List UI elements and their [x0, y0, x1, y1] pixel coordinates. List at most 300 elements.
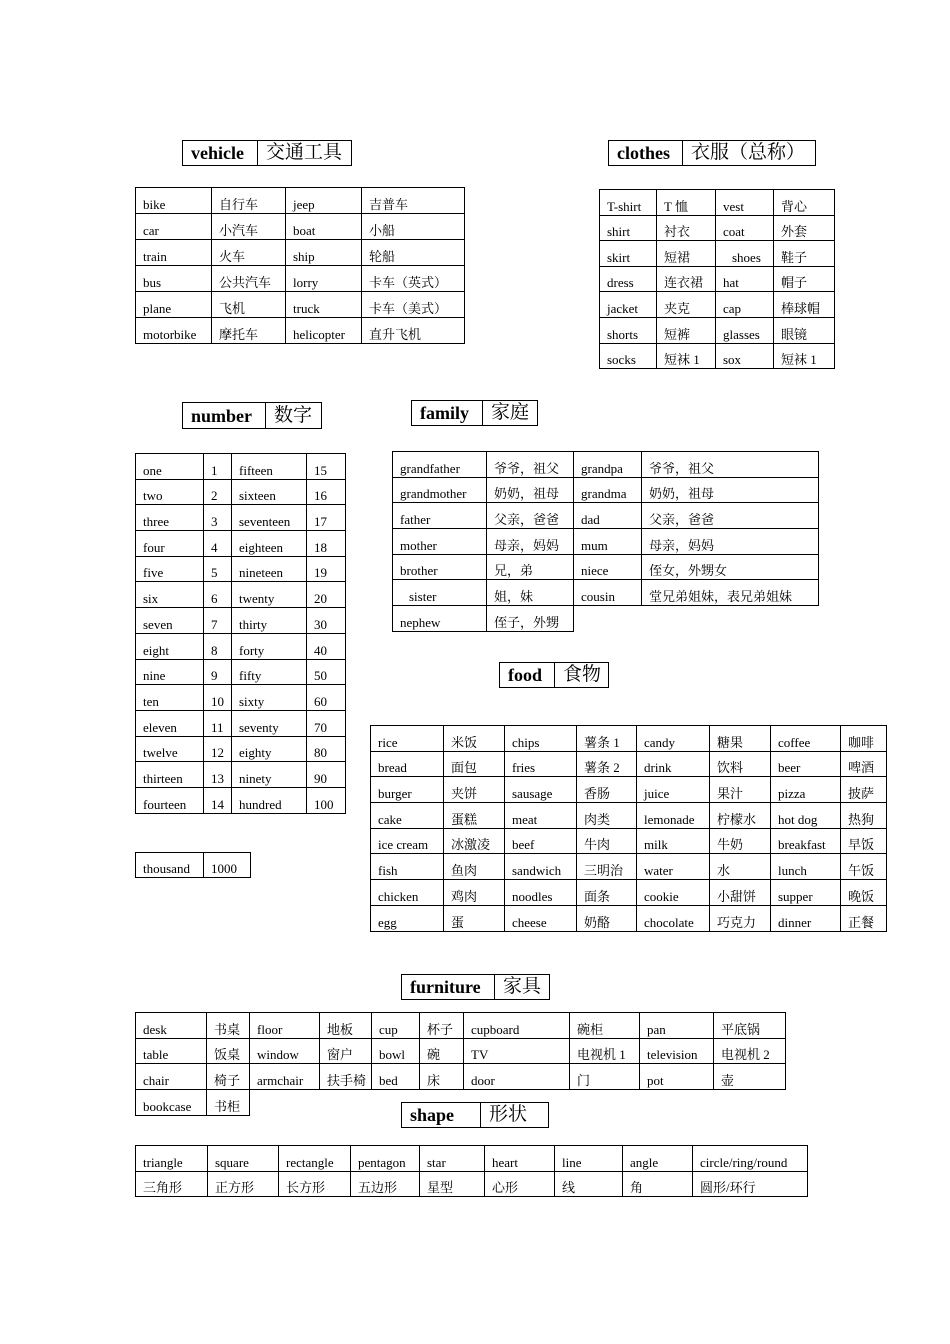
- food-cell: meat: [505, 803, 577, 829]
- clothes-cell: cap: [716, 292, 774, 318]
- number-row: [136, 710, 346, 736]
- family-cell: mother: [393, 529, 487, 555]
- clothes-cell: shoes: [716, 241, 774, 267]
- food-cell: ice cream: [371, 828, 444, 854]
- food-title-zh: 食物: [563, 664, 602, 685]
- number-cell: 30: [307, 608, 346, 634]
- food-cell: bread: [371, 751, 444, 777]
- vehicle-row: [136, 240, 465, 266]
- family-cell: 爷爷，祖父: [487, 452, 574, 478]
- food-cell: 面包: [444, 751, 505, 777]
- clothes-cell: 帽子: [774, 266, 835, 292]
- number-cell: 20: [307, 582, 346, 608]
- food-cell: 小甜饼: [710, 880, 771, 906]
- furniture-cell: 平底锅: [714, 1013, 786, 1039]
- number-row: [136, 685, 346, 711]
- family-row: [393, 477, 819, 503]
- clothes-cell: vest: [716, 190, 774, 216]
- number-cell: twelve: [136, 736, 204, 762]
- furniture-title: [401, 974, 550, 1000]
- furniture-cell: pot: [640, 1064, 714, 1090]
- food-cell: fish: [371, 854, 444, 880]
- shape-row: [136, 1146, 808, 1172]
- family-cell: brother: [393, 554, 487, 580]
- clothes-row: [600, 190, 835, 216]
- food-cell: chocolate: [637, 905, 710, 931]
- food-cell: 巧克力: [710, 905, 771, 931]
- food-cell: 鱼肉: [444, 854, 505, 880]
- number-cell: 15: [307, 454, 346, 480]
- food-cell: beef: [505, 828, 577, 854]
- family-cell: 母亲，妈妈: [487, 529, 574, 555]
- vehicle-title-zh: 交通工具: [266, 142, 343, 163]
- vehicle-cell: 小船: [362, 214, 465, 240]
- number-cell: two: [136, 479, 204, 505]
- clothes-cell: 短袜 1: [657, 343, 716, 369]
- family-cell: father: [393, 503, 487, 529]
- vehicle-cell: 摩托车: [212, 318, 286, 344]
- food-row: [371, 726, 887, 752]
- food-cell: 蛋糕: [444, 803, 505, 829]
- furniture-cell: table: [136, 1038, 207, 1064]
- furniture-cell: 窗户: [320, 1038, 372, 1064]
- vehicle-cell: lorry: [286, 266, 362, 292]
- clothes-row: [600, 343, 835, 369]
- family-cell: 堂兄弟姐妹，表兄弟姐妹: [642, 580, 819, 606]
- furniture-cell: 碗柜: [570, 1013, 640, 1039]
- shape-table: [135, 1145, 808, 1197]
- food-cell: noodles: [505, 880, 577, 906]
- food-cell: dinner: [771, 905, 841, 931]
- clothes-cell: jacket: [600, 292, 657, 318]
- furniture-cell: door: [464, 1064, 570, 1090]
- vehicle-title: [182, 140, 352, 166]
- furniture-cell: 碗: [420, 1038, 464, 1064]
- food-cell: hot dog: [771, 803, 841, 829]
- furniture-cell: 书桌: [207, 1013, 250, 1039]
- number-row: [136, 762, 346, 788]
- number-cell: 17: [307, 505, 346, 531]
- number-cell: three: [136, 505, 204, 531]
- shape-cell: 星型: [420, 1171, 485, 1197]
- food-cell: egg: [371, 905, 444, 931]
- furniture-cell: 扶手椅: [320, 1064, 372, 1090]
- number-cell: four: [136, 531, 204, 557]
- vehicle-cell: boat: [286, 214, 362, 240]
- furniture-row: [136, 1064, 786, 1090]
- vehicle-row: [136, 266, 465, 292]
- vehicle-cell: helicopter: [286, 318, 362, 344]
- number-cell: 1: [204, 454, 232, 480]
- furniture-cell: 地板: [320, 1013, 372, 1039]
- shape-cell: star: [420, 1146, 485, 1172]
- number-cell: 9: [204, 659, 232, 685]
- number-row: [136, 736, 346, 762]
- food-cell: burger: [371, 777, 444, 803]
- furniture-cell: 电视机 2: [714, 1038, 786, 1064]
- shape-cell: 正方形: [208, 1171, 279, 1197]
- clothes-cell: 棒球帽: [774, 292, 835, 318]
- number-row: [136, 454, 346, 480]
- food-title-en: food: [500, 663, 555, 688]
- family-cell: 奶奶，祖母: [642, 477, 819, 503]
- vehicle-cell: 公共汽车: [212, 266, 286, 292]
- number-row: [136, 479, 346, 505]
- food-cell: 披萨: [841, 777, 887, 803]
- furniture-cell: cup: [372, 1013, 420, 1039]
- vehicle-cell: 吉普车: [362, 188, 465, 214]
- food-cell: drink: [637, 751, 710, 777]
- number-cell: nine: [136, 659, 204, 685]
- furniture-cell: 饭桌: [207, 1038, 250, 1064]
- family-row: [393, 503, 819, 529]
- furniture-cell: floor: [250, 1013, 320, 1039]
- food-row: [371, 880, 887, 906]
- number-cell: eight: [136, 633, 204, 659]
- food-cell: 柠檬水: [710, 803, 771, 829]
- clothes-cell: 连衣裙: [657, 266, 716, 292]
- number-cell: 18: [307, 531, 346, 557]
- food-cell: sandwich: [505, 854, 577, 880]
- clothes-cell: 外套: [774, 215, 835, 241]
- vehicle-row: [136, 188, 465, 214]
- furniture-table: [135, 1012, 786, 1116]
- number-cell: twenty: [232, 582, 307, 608]
- food-cell: 啤酒: [841, 751, 887, 777]
- food-cell: cookie: [637, 880, 710, 906]
- family-cell: 爷爷，祖父: [642, 452, 819, 478]
- number-cell: 60: [307, 685, 346, 711]
- food-cell: 牛奶: [710, 828, 771, 854]
- food-cell: 早饭: [841, 828, 887, 854]
- food-cell: 三明治: [577, 854, 637, 880]
- thousand-cell: 1000: [204, 853, 251, 878]
- furniture-cell: chair: [136, 1064, 207, 1090]
- number-cell: hundred: [232, 787, 307, 813]
- family-cell: cousin: [574, 580, 642, 606]
- family-cell: 姐，妹: [487, 580, 574, 606]
- food-cell: lunch: [771, 854, 841, 880]
- clothes-cell: sox: [716, 343, 774, 369]
- vehicle-cell: bus: [136, 266, 212, 292]
- furniture-title-en: furniture: [402, 975, 495, 1000]
- shape-title-zh: 形状: [489, 1104, 528, 1125]
- number-row: [136, 787, 346, 813]
- number-cell: thirty: [232, 608, 307, 634]
- vehicle-cell: 直升飞机: [362, 318, 465, 344]
- clothes-table: [599, 189, 835, 369]
- clothes-cell: T 恤: [657, 190, 716, 216]
- number-cell: 50: [307, 659, 346, 685]
- number-cell: 19: [307, 556, 346, 582]
- vehicle-cell: truck: [286, 292, 362, 318]
- shape-cell: 角: [623, 1171, 693, 1197]
- food-cell: 冰激凌: [444, 828, 505, 854]
- food-cell: 午饭: [841, 854, 887, 880]
- food-cell: 果汁: [710, 777, 771, 803]
- number-title: [182, 402, 322, 429]
- number-row: [136, 531, 346, 557]
- clothes-cell: 夹克: [657, 292, 716, 318]
- number-cell: 16: [307, 479, 346, 505]
- food-cell: chicken: [371, 880, 444, 906]
- vehicle-cell: 飞机: [212, 292, 286, 318]
- clothes-title: [608, 140, 816, 166]
- thousand-row: [136, 853, 251, 878]
- shape-cell: 圆形/环行: [693, 1171, 808, 1197]
- thousand-cell: thousand: [136, 853, 204, 878]
- number-cell: seventeen: [232, 505, 307, 531]
- family-cell: grandma: [574, 477, 642, 503]
- number-cell: eleven: [136, 710, 204, 736]
- furniture-row: [136, 1038, 786, 1064]
- family-cell: grandfather: [393, 452, 487, 478]
- clothes-cell: shorts: [600, 317, 657, 343]
- clothes-cell: skirt: [600, 241, 657, 267]
- food-cell: candy: [637, 726, 710, 752]
- clothes-row: [600, 317, 835, 343]
- furniture-cell: window: [250, 1038, 320, 1064]
- family-cell: dad: [574, 503, 642, 529]
- number-cell: eighty: [232, 736, 307, 762]
- food-cell: 米饭: [444, 726, 505, 752]
- food-cell: 香肠: [577, 777, 637, 803]
- shape-cell: rectangle: [279, 1146, 351, 1172]
- family-row: [393, 554, 819, 580]
- clothes-row: [600, 241, 835, 267]
- clothes-cell: hat: [716, 266, 774, 292]
- number-cell: 14: [204, 787, 232, 813]
- furniture-cell: bed: [372, 1064, 420, 1090]
- food-cell: 蛋: [444, 905, 505, 931]
- family-cell: 侄子，外甥: [487, 606, 574, 632]
- shape-cell: 长方形: [279, 1171, 351, 1197]
- food-cell: sausage: [505, 777, 577, 803]
- food-cell: 咖啡: [841, 726, 887, 752]
- number-cell: 4: [204, 531, 232, 557]
- shape-cell: heart: [485, 1146, 555, 1172]
- family-row: [393, 580, 819, 606]
- vehicle-cell: motorbike: [136, 318, 212, 344]
- number-cell: seven: [136, 608, 204, 634]
- family-cell: 奶奶，祖母: [487, 477, 574, 503]
- vehicle-cell: plane: [136, 292, 212, 318]
- vehicle-cell: 火车: [212, 240, 286, 266]
- vehicle-row: [136, 214, 465, 240]
- food-row: [371, 777, 887, 803]
- number-cell: 40: [307, 633, 346, 659]
- shape-row: [136, 1171, 808, 1197]
- clothes-cell: 眼镜: [774, 317, 835, 343]
- clothes-title-en: clothes: [609, 141, 683, 166]
- family-title: [411, 400, 538, 426]
- food-cell: water: [637, 854, 710, 880]
- food-row: [371, 751, 887, 777]
- food-cell: 肉类: [577, 803, 637, 829]
- clothes-row: [600, 215, 835, 241]
- food-cell: 面条: [577, 880, 637, 906]
- thousand-table: [135, 852, 251, 878]
- food-cell: 糖果: [710, 726, 771, 752]
- family-cell: mum: [574, 529, 642, 555]
- number-cell: nineteen: [232, 556, 307, 582]
- vehicle-cell: bike: [136, 188, 212, 214]
- clothes-row: [600, 266, 835, 292]
- clothes-cell: shirt: [600, 215, 657, 241]
- number-cell: sixty: [232, 685, 307, 711]
- shape-cell: circle/ring/round: [693, 1146, 808, 1172]
- food-cell: breakfast: [771, 828, 841, 854]
- number-cell: 70: [307, 710, 346, 736]
- family-cell: 兄，弟: [487, 554, 574, 580]
- number-cell: 11: [204, 710, 232, 736]
- food-cell: cake: [371, 803, 444, 829]
- food-cell: 夹饼: [444, 777, 505, 803]
- food-cell: cheese: [505, 905, 577, 931]
- number-cell: six: [136, 582, 204, 608]
- number-row: [136, 582, 346, 608]
- clothes-cell: 衬衣: [657, 215, 716, 241]
- furniture-row: [136, 1090, 786, 1116]
- furniture-cell: 书柜: [207, 1090, 250, 1116]
- food-cell: 晚饭: [841, 880, 887, 906]
- vehicle-table: [135, 187, 465, 344]
- food-cell: 正餐: [841, 905, 887, 931]
- family-table: [392, 451, 819, 632]
- number-cell: 100: [307, 787, 346, 813]
- number-cell: fifty: [232, 659, 307, 685]
- furniture-cell: 门: [570, 1064, 640, 1090]
- number-cell: 10: [204, 685, 232, 711]
- number-cell: 5: [204, 556, 232, 582]
- number-cell: seventy: [232, 710, 307, 736]
- family-cell: grandmother: [393, 477, 487, 503]
- number-cell: ten: [136, 685, 204, 711]
- number-cell: one: [136, 454, 204, 480]
- food-row: [371, 828, 887, 854]
- number-row: [136, 608, 346, 634]
- furniture-cell: 床: [420, 1064, 464, 1090]
- number-row: [136, 659, 346, 685]
- shape-cell: 三角形: [136, 1171, 208, 1197]
- shape-cell: angle: [623, 1146, 693, 1172]
- number-cell: 13: [204, 762, 232, 788]
- shape-cell: line: [555, 1146, 623, 1172]
- number-cell: 2: [204, 479, 232, 505]
- number-cell: 3: [204, 505, 232, 531]
- number-cell: fourteen: [136, 787, 204, 813]
- vehicle-cell: 自行车: [212, 188, 286, 214]
- clothes-cell: 鞋子: [774, 241, 835, 267]
- vehicle-cell: 卡车（英式）: [362, 266, 465, 292]
- food-cell: 水: [710, 854, 771, 880]
- clothes-cell: 短裤: [657, 317, 716, 343]
- furniture-cell: TV: [464, 1038, 570, 1064]
- number-cell: five: [136, 556, 204, 582]
- number-title-zh: 数字: [274, 404, 313, 426]
- food-cell: pizza: [771, 777, 841, 803]
- number-row: [136, 505, 346, 531]
- food-cell: juice: [637, 777, 710, 803]
- food-cell: 牛肉: [577, 828, 637, 854]
- food-row: [371, 854, 887, 880]
- family-row: [393, 529, 819, 555]
- furniture-cell: bowl: [372, 1038, 420, 1064]
- number-cell: forty: [232, 633, 307, 659]
- number-cell: 6: [204, 582, 232, 608]
- family-row: [393, 452, 819, 478]
- shape-title-en: shape: [402, 1103, 481, 1128]
- number-cell: ninety: [232, 762, 307, 788]
- furniture-cell: 椅子: [207, 1064, 250, 1090]
- number-title-en: number: [183, 403, 266, 429]
- clothes-cell: 短裙: [657, 241, 716, 267]
- number-table: [135, 453, 346, 814]
- clothes-cell: T-shirt: [600, 190, 657, 216]
- clothes-cell: coat: [716, 215, 774, 241]
- food-cell: 奶酪: [577, 905, 637, 931]
- food-row: [371, 905, 887, 931]
- food-row: [371, 803, 887, 829]
- family-cell: 父亲，爸爸: [487, 503, 574, 529]
- clothes-title-zh: 衣服（总称）: [691, 142, 806, 163]
- food-cell: lemonade: [637, 803, 710, 829]
- number-cell: 90: [307, 762, 346, 788]
- number-cell: 80: [307, 736, 346, 762]
- clothes-cell: glasses: [716, 317, 774, 343]
- family-cell: nephew: [393, 606, 487, 632]
- food-cell: 饮料: [710, 751, 771, 777]
- food-table: [370, 725, 887, 932]
- food-cell: chips: [505, 726, 577, 752]
- food-cell: coffee: [771, 726, 841, 752]
- shape-cell: 五边形: [351, 1171, 420, 1197]
- food-title: [499, 662, 609, 688]
- clothes-row: [600, 292, 835, 318]
- family-cell: grandpa: [574, 452, 642, 478]
- clothes-cell: 短袜 1: [774, 343, 835, 369]
- furniture-cell: 杯子: [420, 1013, 464, 1039]
- shape-cell: 线: [555, 1171, 623, 1197]
- number-cell: 7: [204, 608, 232, 634]
- number-cell: sixteen: [232, 479, 307, 505]
- vehicle-cell: train: [136, 240, 212, 266]
- clothes-cell: dress: [600, 266, 657, 292]
- food-cell: 热狗: [841, 803, 887, 829]
- shape-cell: square: [208, 1146, 279, 1172]
- shape-cell: 心形: [485, 1171, 555, 1197]
- food-cell: 鸡肉: [444, 880, 505, 906]
- furniture-cell: 电视机 1: [570, 1038, 640, 1064]
- family-cell: 母亲，妈妈: [642, 529, 819, 555]
- food-cell: supper: [771, 880, 841, 906]
- food-cell: milk: [637, 828, 710, 854]
- vehicle-cell: ship: [286, 240, 362, 266]
- family-cell: 侄女，外甥女: [642, 554, 819, 580]
- family-title-zh: 家庭: [491, 402, 530, 423]
- shape-cell: triangle: [136, 1146, 208, 1172]
- vehicle-cell: 轮船: [362, 240, 465, 266]
- furniture-cell: cupboard: [464, 1013, 570, 1039]
- food-cell: 薯条 1: [577, 726, 637, 752]
- furniture-cell: armchair: [250, 1064, 320, 1090]
- number-row: [136, 556, 346, 582]
- furniture-cell: 壶: [714, 1064, 786, 1090]
- number-cell: eighteen: [232, 531, 307, 557]
- vehicle-cell: 小汽车: [212, 214, 286, 240]
- family-title-en: family: [412, 401, 483, 426]
- vehicle-row: [136, 318, 465, 344]
